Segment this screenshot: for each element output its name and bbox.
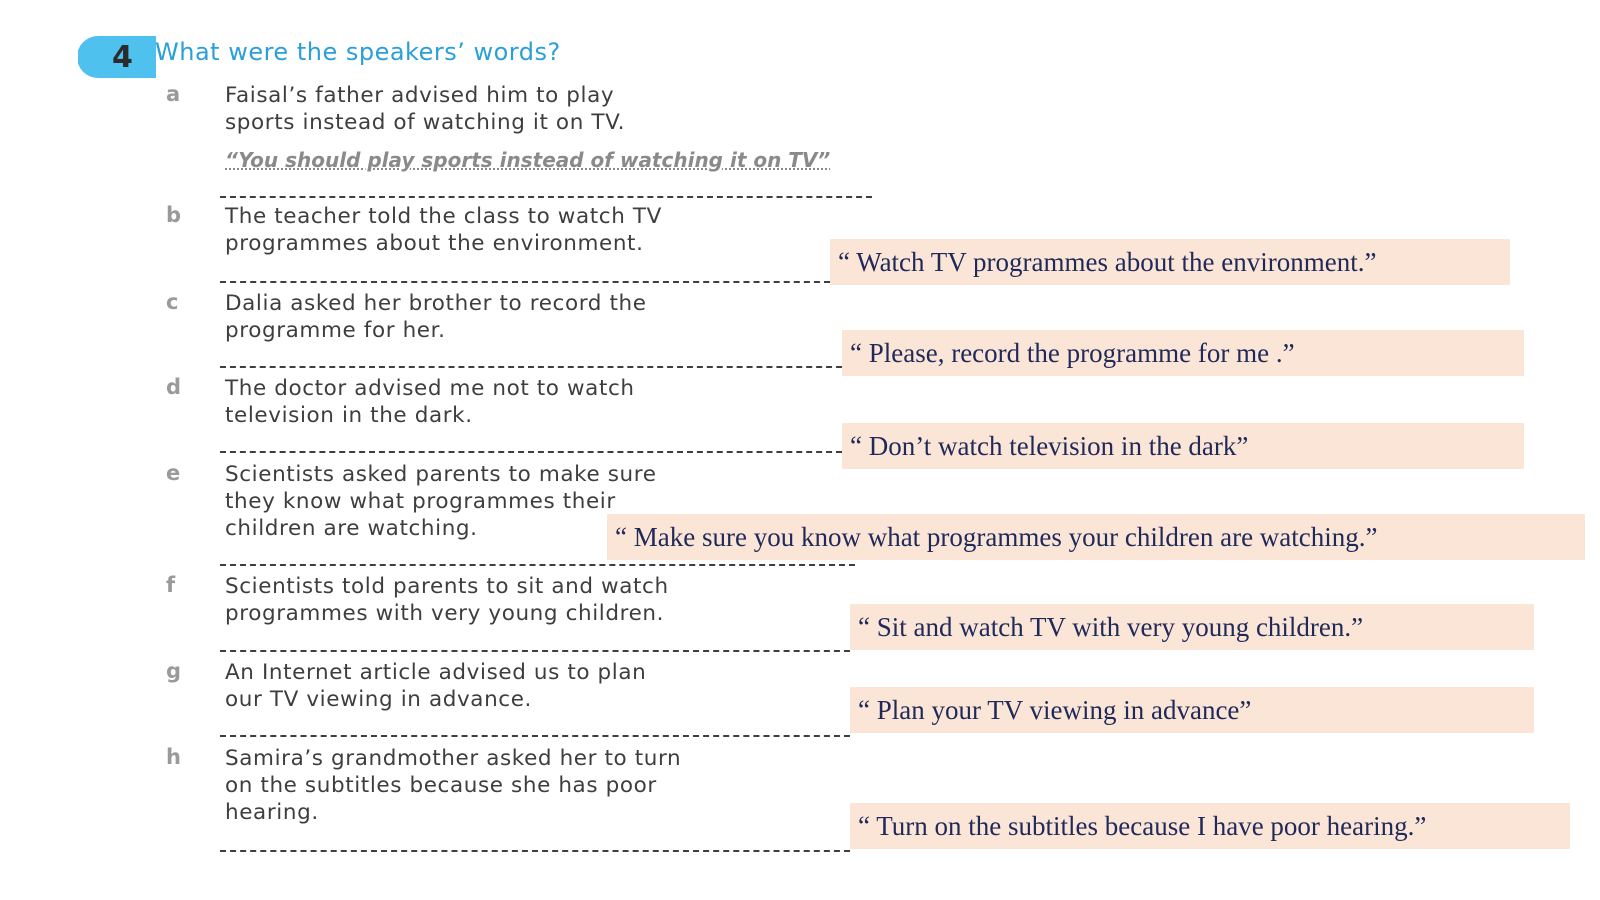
item-letter-a: a	[166, 82, 181, 106]
example-answer-a: “You should play sports instead of watching it on TV”	[225, 148, 831, 172]
item-prompt-h	[225, 745, 875, 826]
item-prompt-d	[225, 375, 875, 429]
exercise-number-badge	[78, 36, 156, 78]
item-letter-c: c	[166, 290, 179, 314]
prompt-line: programmes with very young children.	[225, 601, 665, 626]
badge-shape-icon	[78, 36, 156, 78]
prompt-line: The teacher told the class to watch TV	[225, 204, 662, 229]
prompt-line: they know what programmes their	[225, 489, 616, 514]
prompt-line: An Internet article advised us to plan	[225, 660, 647, 685]
item-prompt-f	[225, 573, 875, 627]
prompt-line: hearing.	[225, 800, 319, 825]
item-letter-b: b	[166, 203, 182, 227]
prompt-line: Scientists told parents to sit and watch	[225, 574, 669, 599]
prompt-line: programmes about the environment.	[225, 231, 644, 256]
prompt-line: on the subtitles because she has poor	[225, 773, 657, 798]
answer-line-d	[220, 451, 842, 453]
item-letter-d: d	[166, 375, 182, 399]
prompt-line: children are watching.	[225, 516, 478, 541]
item-prompt-g	[225, 659, 875, 713]
prompt-line: Samira’s grandmother asked her to turn	[225, 746, 682, 771]
answer-line-c	[220, 366, 842, 368]
item-prompt-c	[225, 290, 875, 344]
prompt-line: sports instead of watching it on TV.	[225, 110, 626, 135]
item-prompt-a	[225, 82, 875, 136]
prompt-line: Scientists asked parents to make sure	[225, 462, 657, 487]
prompt-line: television in the dark.	[225, 403, 473, 428]
answer-box-e: “ Make sure you know what programmes your children are watching.”	[607, 514, 1585, 560]
prompt-line: The doctor advised me not to watch	[225, 376, 635, 401]
answer-line-h	[220, 850, 850, 852]
answer-line-g	[220, 735, 850, 737]
answer-box-h: “ Turn on the subtitles because I have poor hearing.”	[850, 803, 1570, 849]
prompt-line: Faisal’s father advised him to play	[225, 83, 615, 108]
answer-box-g: “ Plan your TV viewing in advance”	[850, 687, 1534, 733]
answer-box-c: “ Please, record the programme for me .”	[842, 330, 1524, 376]
answer-line-f	[220, 650, 850, 652]
item-letter-e: e	[166, 461, 181, 485]
answer-box-b: “ Watch TV programmes about the environment.”	[830, 239, 1510, 285]
item-letter-h: h	[166, 745, 181, 769]
prompt-line: our TV viewing in advance.	[225, 687, 532, 712]
prompt-line: Dalia asked her brother to record the	[225, 291, 647, 316]
answer-box-f: “ Sit and watch TV with very young children.”	[850, 604, 1534, 650]
exercise-number: 4	[112, 40, 133, 75]
prompt-line: programme for her.	[225, 318, 446, 343]
answer-line-b	[220, 281, 830, 283]
answer-line-a	[220, 196, 872, 198]
item-prompt-b	[225, 203, 875, 257]
answer-box-d: “ Don’t watch television in the dark”	[842, 423, 1524, 469]
exercise-title: What were the speakers’ words?	[155, 38, 561, 66]
item-letter-f: f	[166, 573, 176, 597]
answer-line-e	[220, 564, 855, 566]
item-letter-g: g	[166, 659, 182, 683]
